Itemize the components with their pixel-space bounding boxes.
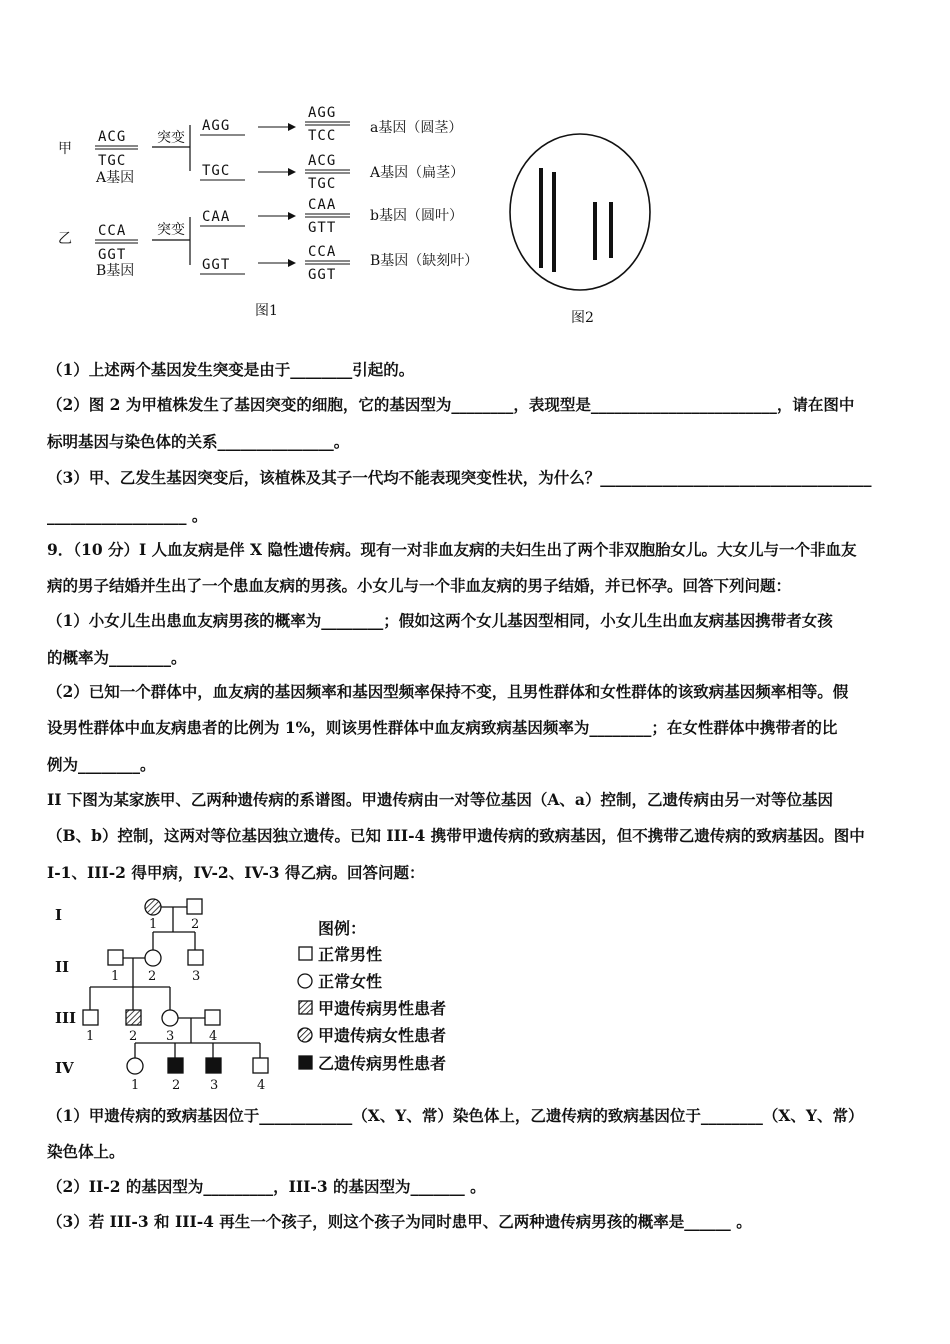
legend-normal-female: 正常女性 xyxy=(318,972,383,991)
II-1-num: 1 xyxy=(111,969,120,984)
III-2-num: 2 xyxy=(129,1029,138,1044)
q9-l7: 例为________。 xyxy=(47,755,156,774)
mutation-label-bottom: 突变 xyxy=(157,222,185,238)
pedigree-chart xyxy=(45,890,485,1100)
q9-l6: 设男性群体中血友病患者的比例为 1%，则该男性群体中血友病致病基因频率为________；在女性群体中携带者的比 xyxy=(47,718,838,737)
IV-2-yi-affected-male xyxy=(168,1058,183,1073)
III-4-normal-male xyxy=(205,1010,220,1025)
q9-a3: （2）II-2 的基因型为_________，III-3 的基因型为_______ 。 xyxy=(47,1177,486,1196)
row3-ds2: GTT xyxy=(308,220,337,236)
yi-label: 乙 xyxy=(58,231,72,247)
bottom-left-strand1: CCA xyxy=(98,223,127,239)
q9-l8: II 下图为某家族甲、乙两种遗传病的系谱图。甲遗传病由一对等位基因（A、a）控制，乙遗传病由另一对等位基因 xyxy=(47,790,833,809)
gen-I: I xyxy=(55,906,63,924)
IV-4-normal-male xyxy=(253,1058,268,1073)
II-3-num: 3 xyxy=(192,969,201,984)
legend-jia-female-icon xyxy=(298,1028,312,1042)
gen-III: III xyxy=(55,1009,77,1027)
figure-1 xyxy=(40,95,510,335)
row4-label: B基因（缺刻叶） xyxy=(370,253,479,269)
IV-2-num: 2 xyxy=(172,1078,181,1093)
row1-label: a基因（圆茎） xyxy=(370,120,463,136)
q8-p3b: __________________ 。 xyxy=(47,506,208,525)
III-4-num: 4 xyxy=(209,1029,218,1044)
row2-ds2: TGC xyxy=(308,176,337,192)
II-3-normal-male xyxy=(188,950,203,965)
row2-single: TGC xyxy=(202,163,231,179)
II-1-normal-male xyxy=(108,950,123,965)
III-3-num: 3 xyxy=(166,1029,175,1044)
q9-l10: I-1、III-2 得甲病，IV-2、IV-3 得乙病。回答问题： xyxy=(47,863,425,882)
q9-l9: （B、b）控制，这两对等位基因独立遗传。已知 III-4 携带甲遗传病的致病基因，但不携带乙遗传病的致病基因。图中 xyxy=(47,826,865,845)
IV-1-num: 1 xyxy=(131,1078,140,1093)
q8-p1: （1）上述两个基因发生突变是由于________引起的。 xyxy=(47,360,415,379)
IV-3-yi-affected-male xyxy=(206,1058,221,1073)
legend-yi-male: 乙遗传病男性患者 xyxy=(318,1054,447,1073)
q9-l2: 病的男子结婚并生出了一个患血友病的男孩。小女儿与一个非血友病的男子结婚，并已怀孕。回答下列问题： xyxy=(47,576,792,595)
row1-ds1: AGG xyxy=(308,105,337,121)
IV-3-num: 3 xyxy=(210,1078,219,1093)
I-1-num: 1 xyxy=(149,917,158,932)
row3-ds1: CAA xyxy=(308,197,337,213)
legend-title: 图例： xyxy=(318,919,367,938)
IV-4-num: 4 xyxy=(257,1078,266,1093)
row3-label: b基因（圆叶） xyxy=(370,208,463,224)
q8-p2b: 标明基因与染色体的关系_______________。 xyxy=(47,432,350,451)
top-left-strand1: ACG xyxy=(98,129,127,145)
q8-p3a: （3）甲、乙发生基因突变后，该植株及其子一代均不能表现突变性状，为什么？___________________________________ xyxy=(47,468,872,487)
I-2-num: 2 xyxy=(191,917,200,932)
legend-jia-female: 甲遗传病女性患者 xyxy=(318,1026,447,1045)
row4-ds2: GGT xyxy=(308,267,337,283)
q9-l1: 9．（10 分）I 人血友病是伴 X 隐性遗传病。现有一对非血友病的夫妇生出了两个非双胞胎女儿。大女儿与一个非血友 xyxy=(47,540,857,559)
top-left-strand2: TGC xyxy=(98,153,127,169)
III-3-normal-female xyxy=(162,1010,178,1026)
row2-ds1: ACG xyxy=(308,153,337,169)
IV-1-normal-female xyxy=(127,1058,143,1074)
mutation-label-top: 突变 xyxy=(157,130,185,146)
jia-label: 甲 xyxy=(58,141,72,157)
legend-jia-male-icon xyxy=(299,1001,312,1014)
row3-single: CAA xyxy=(202,209,231,225)
gen-IV: IV xyxy=(55,1059,74,1077)
legend-yi-male-icon xyxy=(299,1056,312,1069)
I-2-normal-male xyxy=(187,899,202,914)
gen-II: II xyxy=(55,958,70,976)
III-1-normal-male xyxy=(83,1010,98,1025)
legend-normal-female-icon xyxy=(298,974,312,988)
row1-single: AGG xyxy=(202,118,231,134)
legend-normal-male: 正常男性 xyxy=(318,945,383,964)
legend-normal-male-icon xyxy=(299,947,312,960)
q9-a2: 染色体上。 xyxy=(47,1142,125,1161)
figure-2 xyxy=(505,130,665,330)
q9-l5: （2）已知一个群体中，血友病的基因频率和基因型频率保持不变，且男性群体和女性群体的该致病基因频率相等。假 xyxy=(47,682,849,701)
II-2-num: 2 xyxy=(148,969,157,984)
III-2-affected-male xyxy=(126,1010,141,1025)
row2-label: A基因（扁茎） xyxy=(370,165,465,181)
row4-ds1: CCA xyxy=(308,244,337,260)
q9-l3: （1）小女儿生出患血友病男孩的概率为________；假如这两个女儿基因型相同，小女儿生出血友病基因携带者女孩 xyxy=(47,611,833,630)
III-1-num: 1 xyxy=(86,1029,95,1044)
q8-p2a: （2）图 2 为甲植株发生了基因突变的细胞，它的基因型为________，表现型是________________________，请在图中 xyxy=(47,395,855,414)
row4-single: GGT xyxy=(202,257,231,273)
II-2-normal-female xyxy=(145,950,161,966)
q9-a4: （3）若 III-3 和 III-4 再生一个孩子，则这个孩子为同时患甲、乙两种遗传病男孩的概率是______ 。 xyxy=(47,1212,752,1231)
q9-l4: 的概率为________。 xyxy=(47,648,187,667)
row1-ds2: TCC xyxy=(308,128,337,144)
q9-a1: （1）甲遗传病的致病基因位于____________（X、Y、常）染色体上，乙遗传病的致病基因位于________（X、Y、常） xyxy=(47,1106,864,1125)
I-1-affected-female xyxy=(145,899,161,915)
legend-jia-male: 甲遗传病男性患者 xyxy=(318,999,447,1018)
bottom-left-gene: B基因 xyxy=(96,263,135,279)
bottom-left-strand2: GGT xyxy=(98,247,127,263)
top-left-gene: A基因 xyxy=(96,170,135,186)
figure-2-caption: 图2 xyxy=(571,310,594,326)
figure-1-caption: 图1 xyxy=(255,303,278,319)
